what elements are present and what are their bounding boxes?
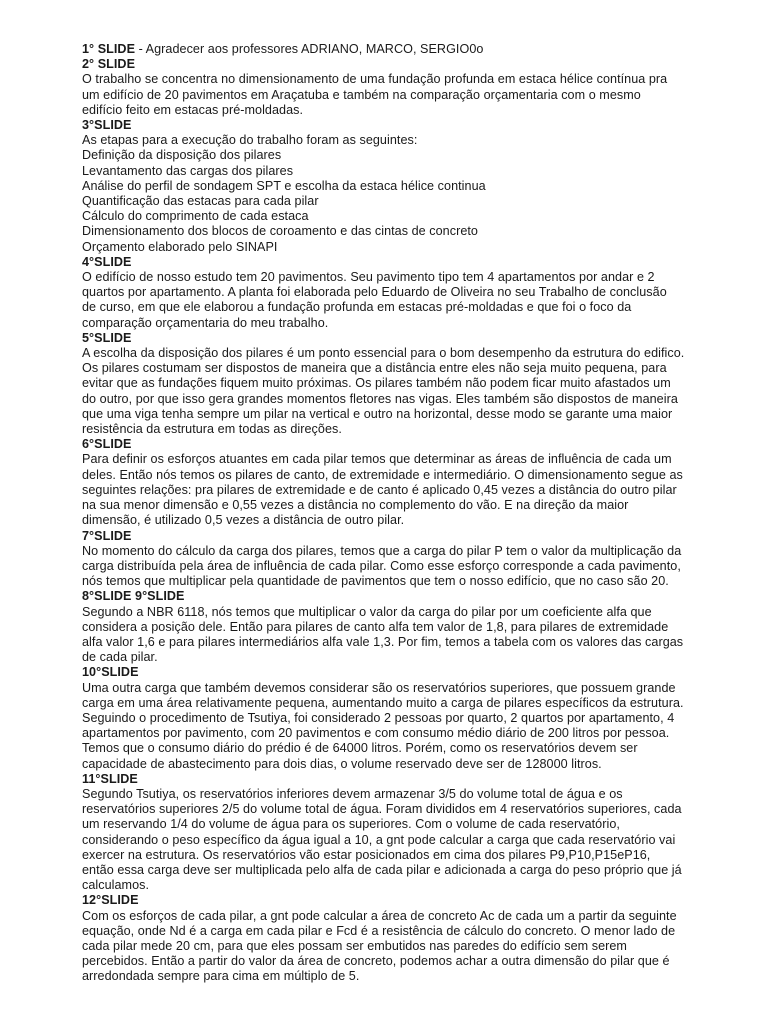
slide-paragraph <box>82 787 713 893</box>
paragraph-line: Segundo a NBR 6118, nós temos que multiplicar o valor da carga do pilar por um coeficiente alfa que <box>82 604 652 619</box>
slide-heading-label: 4°SLIDE <box>82 254 132 269</box>
paragraph-line: exercer na estrutura. Os reservatórios vão estar posicionados em cima dos pilares P9,P10,P15eP16, <box>82 847 651 862</box>
slide-heading <box>82 255 713 270</box>
paragraph-line: que uma viga tenha sempre um pilar na vertical e outro na horizontal, desse modo se garante uma maior <box>82 406 673 421</box>
paragraph-line: O edifício de nosso estudo tem 20 pavimentos. Seu pavimento tipo tem 4 apartamentos por andar e 2 <box>82 270 655 285</box>
slide-paragraph <box>82 681 713 772</box>
paragraph-line: Dimensionamento dos blocos de coroamento e das cintas de concreto <box>82 224 478 239</box>
slide-heading-label: 2° SLIDE <box>82 57 136 72</box>
paragraph-line: carga em uma área relativamente pequena, aumentando muito a carga de pilares específicos da estrutura. <box>82 695 684 710</box>
slide-heading-label: 5°SLIDE <box>82 330 132 345</box>
slide-paragraph <box>82 270 713 331</box>
paragraph-line: Orçamento elaborado pelo SINAPI <box>82 239 278 254</box>
paragraph-line: As etapas para a execução do trabalho foram as seguintes: <box>82 133 418 148</box>
slide-paragraph <box>82 346 713 437</box>
paragraph-line: Quantificação das estacas para cada pilar <box>82 194 319 209</box>
slide-paragraph <box>82 605 713 666</box>
slide-heading <box>82 57 713 72</box>
paragraph-line: apartamentos por pavimento, com 20 pavimentos e com consumo médio diário de 200 litros por pessoa. <box>82 726 670 741</box>
paragraph-line: Com os esforços de cada pilar, a gnt pode calcular a área de concreto Ac de cada um a partir da seguinte <box>82 908 677 923</box>
slide-heading-label: 8°SLIDE 9°SLIDE <box>82 589 185 604</box>
paragraph-line: A escolha da disposição dos pilares é um ponto essencial para o bom desempenho da estrutura do edifico. <box>82 346 685 361</box>
slide-heading-label: 7°SLIDE <box>82 528 132 543</box>
paragraph-line: Uma outra carga que também devemos considerar são os reservatórios superiores, que possuem grande <box>82 680 676 695</box>
paragraph-line: edifício feito em estacas pré-moldadas. <box>82 102 304 117</box>
paragraph-line: na sua menor dimensão e 0,55 vezes a distância no complemento do vão. E na direção da maior <box>82 498 629 513</box>
slide-heading <box>82 589 713 604</box>
paragraph-line: carga distribuída pela área de influência de cada pilar. Como esse esforço corresponde a cada pavimento, <box>82 558 681 573</box>
slide-heading-label: 10°SLIDE <box>82 665 139 680</box>
paragraph-line: cada pilar mede 20 cm, para que eles possam ser embutidos nas paredes do edifício sem serem <box>82 938 627 953</box>
slide-paragraph <box>82 72 713 118</box>
slide-heading-note: - Agradecer aos professores ADRIANO, MARCO, SERGIO0o <box>135 42 484 56</box>
paragraph-line: evitar que as fundações fiquem muito próximas. Os pilares também não podem ficar muito afastados um <box>82 376 671 391</box>
slide-heading <box>82 772 713 787</box>
slide-heading-label: 3°SLIDE <box>82 118 132 133</box>
slide-heading-label: 12°SLIDE <box>82 893 139 908</box>
slide-paragraph <box>82 452 713 528</box>
paragraph-line: Definição da disposição dos pilares <box>82 148 282 163</box>
paragraph-line: deles. Então nós temos os pilares de canto, de extremidade e intermediário. O dimensionamento segue as <box>82 467 683 482</box>
paragraph-line: comparação orçamentaria do meu trabalho. <box>82 315 329 330</box>
paragraph-line: Os pilares costumam ser dispostos de maneira que a distância entre eles não seja muito pequena, para <box>82 361 667 376</box>
slide-paragraph <box>82 909 713 985</box>
slide-heading <box>82 529 713 544</box>
paragraph-line: Levantamento das cargas dos pilares <box>82 163 294 178</box>
paragraph-line: percebidos. Então a partir do valor da área de concreto, podemos achar a outra dimensão do pilar que é <box>82 954 670 969</box>
slide-heading-label: 6°SLIDE <box>82 437 132 452</box>
paragraph-line: Segundo Tsutiya, os reservatórios inferiores devem armazenar 3/5 do volume total de água e os <box>82 786 623 801</box>
paragraph-line: O trabalho se concentra no dimensionamento de uma fundação profunda em estaca hélice contínua pra <box>82 72 668 87</box>
slide-paragraph <box>82 544 713 590</box>
slide-heading-label: 11°SLIDE <box>82 771 138 786</box>
slide-heading-label: 1° SLIDE <box>82 42 136 56</box>
paragraph-line: Seguindo o procedimento de Tsutiya, foi considerado 2 pessoas por quarto, 2 quartos por apartamento, 4 <box>82 710 675 725</box>
paragraph-line: do outro, por que isso gera grandes momentos fletores nas vigas. Eles também são dispostos de maneira <box>82 391 678 406</box>
paragraph-line: capacidade de abastecimento para dois dias, o volume reservado deve ser de 128000 litros. <box>82 756 602 771</box>
paragraph-line: seguintes relações: pra pilares de extremidade e de canto é aplicado 0,45 vezes a distância do outro pilar <box>82 482 677 497</box>
paragraph-line: Análise do perfil de sondagem SPT e escolha da estaca hélice continua <box>82 178 486 193</box>
slide-heading <box>82 437 713 452</box>
slide-heading <box>82 893 713 908</box>
paragraph-line: calculamos. <box>82 878 150 893</box>
paragraph-line: nós temos que multiplicar pela quantidade de pavimentos que tem o nosso edifício, que no caso são 20. <box>82 574 669 589</box>
slide-heading <box>82 665 713 680</box>
paragraph-line: um edifício de 20 pavimentos em Araçatuba e também na comparação orçamentaria com o mesmo <box>82 87 641 102</box>
paragraph-line: No momento do cálculo da carga dos pilares, temos que a carga do pilar P tem o valor da multiplicação da <box>82 543 682 558</box>
slide-paragraph <box>82 133 713 255</box>
paragraph-line: então essa carga deve ser multiplicada pelo alfa de cada pilar e adicionada a carga do peso próprio que já <box>82 862 682 877</box>
slide-heading <box>82 331 713 346</box>
paragraph-line: Para definir os esforços atuantes em cada pilar temos que determinar as áreas de influência de cada um <box>82 452 672 467</box>
paragraph-line: de cada pilar. <box>82 650 158 665</box>
paragraph-line: um reservando 1/4 do volume de água para os superiores. Com o volume de cada reservatório, <box>82 817 620 832</box>
paragraph-line: de curso, em que ele elaborou a fundação profunda em estacas pré-moldadas e que foi o foco da <box>82 300 632 315</box>
paragraph-line: considerando o peso específico da água igual a 10, a gnt pode calcular a carga que cada reservatório vai <box>82 832 676 847</box>
paragraph-line: arredondada sempre para cima em múltiplo de 5. <box>82 969 360 984</box>
paragraph-line: resistência da estrutura em todas as direções. <box>82 422 342 437</box>
paragraph-line: alfa valor 1,6 e para pilares intermediários alfa vale 1,3. Por fim, temos a tabela com os valores das cargas <box>82 634 684 649</box>
paragraph-line: quartos por apartamento. A planta foi elaborada pelo Eduardo de Oliveira no seu Trabalho de conclusão <box>82 285 667 300</box>
paragraph-line: reservatórios superiores 2/5 do volume total de água. Foram divididos em 4 reservatórios superiores, cada <box>82 802 682 817</box>
paragraph-line: equação, onde Nd é a carga em cada pilar e Fcd é a resistência de cálculo do concreto. O menor lado de <box>82 923 676 938</box>
paragraph-line: dimensão, é utilizado 0,5 vezes a distância de outro pilar. <box>82 513 405 528</box>
paragraph-line: Temos que o consumo diário do prédio é de 64000 litros. Porém, como os reservatórios devem ser <box>82 741 638 756</box>
paragraph-line: Cálculo do comprimento de cada estaca <box>82 209 309 224</box>
paragraph-line: considera a posição dele. Então para pilares de canto alfa tem valor de 1,8, para pilares de extremidade <box>82 619 669 634</box>
slide-heading <box>82 42 713 57</box>
slide-heading <box>82 118 713 133</box>
